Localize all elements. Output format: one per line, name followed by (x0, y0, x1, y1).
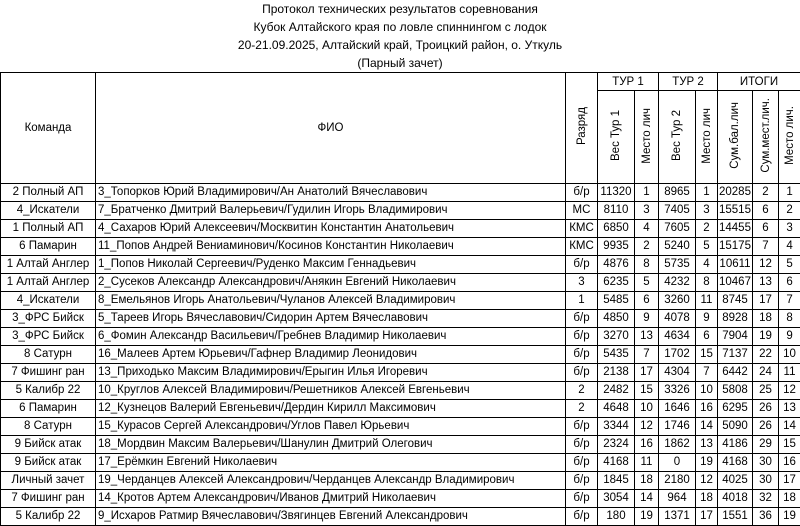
cell-place1: 18 (635, 472, 659, 490)
cell-fio: 16_Малеев Артем Юрьевич/Гафнер Владимир Леонидович (96, 346, 566, 364)
cell-sum-places: 2 (753, 184, 779, 202)
cell-place1: 6 (635, 292, 659, 310)
cell-place-final: 18 (779, 490, 800, 508)
cell-place-final: 4 (779, 238, 800, 256)
cell-place1: 12 (635, 418, 659, 436)
table-row (1, 328, 800, 346)
cell-fio: 4_Сахаров Юрий Алексеевич/Москвитин Константин Анатольевич (96, 220, 566, 238)
header-place2: Место лич (696, 91, 718, 184)
results-body (1, 184, 800, 526)
cell-weight1: 5485 (598, 292, 635, 310)
cell-sum-places: 32 (753, 490, 779, 508)
cell-team: 9 Бийск атак (1, 436, 96, 454)
cell-rank: МС (566, 202, 598, 220)
cell-sum-points: 15175 (718, 238, 753, 256)
table-row (1, 508, 800, 526)
cell-sum-places: 25 (753, 382, 779, 400)
cell-weight2: 3326 (659, 382, 696, 400)
cell-rank: 1 (566, 292, 598, 310)
header-team: Команда (1, 73, 96, 184)
cell-team: 3_ФРС Бийск (1, 310, 96, 328)
cell-weight2: 4078 (659, 310, 696, 328)
cell-weight1: 3344 (598, 418, 635, 436)
cell-weight1: 2482 (598, 382, 635, 400)
cell-place1: 11 (635, 454, 659, 472)
cell-rank: б/р (566, 454, 598, 472)
cell-place2: 15 (696, 346, 718, 364)
cell-fio: 3_Топорков Юрий Владимирович/Ан Анатолий Вячеславович (96, 184, 566, 202)
cell-place2: 14 (696, 418, 718, 436)
header-rank: Разряд (566, 73, 598, 184)
cell-rank: б/р (566, 346, 598, 364)
cell-team: Личный зачет (1, 472, 96, 490)
cell-team: 2 Полный АП (1, 184, 96, 202)
cell-weight1: 4876 (598, 256, 635, 274)
cell-team: 3_ФРС Бийск (1, 328, 96, 346)
cell-fio: 9_Исхаров Ратмир Вячеславович/Звягинцев Евгений Александрович (96, 508, 566, 526)
table-row (1, 436, 800, 454)
cell-weight2: 2180 (659, 472, 696, 490)
cell-fio: 11_Попов Андрей Вениаминович/Косинов Константин Николаевич (96, 238, 566, 256)
table-row (1, 382, 800, 400)
cell-fio: 7_Братченко Дмитрий Валерьевич/Гудилин Игорь Владимирович (96, 202, 566, 220)
table-row (1, 364, 800, 382)
cell-sum-places: 26 (753, 400, 779, 418)
cell-fio: 18_Мордвин Максим Валерьевич/Шанулин Дмитрий Олегович (96, 436, 566, 454)
cell-team: 9 Бийск атак (1, 454, 96, 472)
cell-sum-points: 7137 (718, 346, 753, 364)
cell-place2: 3 (696, 202, 718, 220)
cell-place2: 18 (696, 490, 718, 508)
cell-weight2: 5240 (659, 238, 696, 256)
cell-rank: б/р (566, 436, 598, 454)
cell-place1: 17 (635, 364, 659, 382)
cell-place-final: 6 (779, 274, 800, 292)
cell-rank: КМС (566, 238, 598, 256)
header-fio: ФИО (96, 73, 566, 184)
cell-team: 1 Алтай Англер (1, 274, 96, 292)
cell-rank: КМС (566, 220, 598, 238)
cell-place1: 1 (635, 184, 659, 202)
cell-weight2: 1702 (659, 346, 696, 364)
cell-place1: 5 (635, 274, 659, 292)
cell-weight2: 4634 (659, 328, 696, 346)
cell-place2: 8 (696, 274, 718, 292)
cell-sum-places: 29 (753, 436, 779, 454)
protocol-title: Протокол технических результатов соревнования (262, 2, 538, 16)
cell-rank: 2 (566, 400, 598, 418)
table-row (1, 184, 800, 202)
cell-team: 6 Памарин (1, 400, 96, 418)
cell-weight2: 3260 (659, 292, 696, 310)
cell-place2: 4 (696, 256, 718, 274)
cell-fio: 8_Емельянов Игорь Анатольевич/Чуланов Алексей Владимирович (96, 292, 566, 310)
cell-weight1: 1845 (598, 472, 635, 490)
cell-weight2: 1746 (659, 418, 696, 436)
cell-place2: 11 (696, 292, 718, 310)
cell-place-final: 3 (779, 220, 800, 238)
cell-weight2: 8965 (659, 184, 696, 202)
cell-sum-places: 13 (753, 274, 779, 292)
cell-sum-places: 12 (753, 256, 779, 274)
cell-rank: б/р (566, 364, 598, 382)
cell-fio: 17_Ерёмкин Евгений Николаевич (96, 454, 566, 472)
cell-weight2: 4232 (659, 274, 696, 292)
cell-team: 4_Искатели (1, 292, 96, 310)
cell-place-final: 5 (779, 256, 800, 274)
cell-sum-places: 24 (753, 364, 779, 382)
cell-place-final: 9 (779, 328, 800, 346)
cell-weight2: 1371 (659, 508, 696, 526)
cell-place2: 9 (696, 310, 718, 328)
cell-place2: 17 (696, 508, 718, 526)
cell-place2: 10 (696, 382, 718, 400)
cell-sum-points: 4186 (718, 436, 753, 454)
cell-sum-places: 19 (753, 328, 779, 346)
cell-place-final: 12 (779, 382, 800, 400)
cell-place1: 10 (635, 400, 659, 418)
cell-fio: 14_Кротов Артем Александрович/Иванов Дмитрий Николаевич (96, 490, 566, 508)
cell-place2: 7 (696, 364, 718, 382)
cell-place1: 14 (635, 490, 659, 508)
cell-weight1: 5435 (598, 346, 635, 364)
cell-place-final: 14 (779, 418, 800, 436)
cell-weight1: 8110 (598, 202, 635, 220)
cell-rank: б/р (566, 418, 598, 436)
header-sum-points: Сум.бал.лич (718, 91, 753, 184)
cell-place-final: 10 (779, 346, 800, 364)
standings-type: (Парный зачет) (357, 56, 443, 70)
cell-weight1: 3270 (598, 328, 635, 346)
cell-sum-places: 6 (753, 202, 779, 220)
header-totals: ИТОГИ (718, 73, 800, 91)
cell-sum-places: 6 (753, 220, 779, 238)
cell-place-final: 13 (779, 400, 800, 418)
cell-team: 5 Калибр 22 (1, 382, 96, 400)
cell-place-final: 17 (779, 472, 800, 490)
table-row (1, 310, 800, 328)
cell-rank: б/р (566, 310, 598, 328)
date-location: 20-21.09.2025, Алтайский край, Троицкий район, о. Уткуль (237, 38, 563, 52)
cell-sum-points: 4018 (718, 490, 753, 508)
cell-place1: 13 (635, 328, 659, 346)
cell-sum-places: 7 (753, 238, 779, 256)
cell-place-final: 19 (779, 508, 800, 526)
cell-sum-places: 26 (753, 418, 779, 436)
table-row (1, 292, 800, 310)
cell-weight1: 11320 (598, 184, 635, 202)
cell-fio: 13_Приходько Максим Владимирович/Ерыгин Илья Игоревич (96, 364, 566, 382)
cell-rank: б/р (566, 490, 598, 508)
cell-place1: 16 (635, 436, 659, 454)
cell-fio: 12_Кузнецов Валерий Евгеньевич/Дердин Кирилл Максимович (96, 400, 566, 418)
cell-team: 8 Сатурн (1, 346, 96, 364)
cell-place2: 1 (696, 184, 718, 202)
cell-sum-points: 10467 (718, 274, 753, 292)
cell-fio: 15_Курасов Сергей Александрович/Углов Павел Юрьевич (96, 418, 566, 436)
cell-sum-places: 30 (753, 472, 779, 490)
table-row (1, 490, 800, 508)
header-place-final: Место лич. (779, 91, 800, 184)
cell-rank: б/р (566, 256, 598, 274)
header-weight1: Вес Тур 1 (598, 91, 635, 184)
table-row (1, 220, 800, 238)
cell-place1: 19 (635, 508, 659, 526)
cell-team: 4_Искатели (1, 202, 96, 220)
cell-weight1: 2138 (598, 364, 635, 382)
results-table (0, 72, 800, 526)
cell-fio: 5_Тареев Игорь Вячеславович/Сидорин Артем Вячеславович (96, 310, 566, 328)
cell-rank: б/р (566, 472, 598, 490)
cell-sum-points: 6295 (718, 400, 753, 418)
table-row (1, 274, 800, 292)
header-tour2: ТУР 2 (659, 73, 718, 91)
cell-sum-points: 10611 (718, 256, 753, 274)
cell-rank: б/р (566, 184, 598, 202)
cell-place2: 5 (696, 238, 718, 256)
cell-fio: 19_Черданцев Алексей Александрович/Черданцев Александр Владимирович (96, 472, 566, 490)
cell-rank: б/р (566, 508, 598, 526)
cell-team: 7 Фишинг ран (1, 364, 96, 382)
cell-sum-places: 17 (753, 292, 779, 310)
table-row (1, 472, 800, 490)
cell-sum-places: 30 (753, 454, 779, 472)
cell-place-final: 2 (779, 202, 800, 220)
cell-place-final: 7 (779, 292, 800, 310)
cell-weight2: 7405 (659, 202, 696, 220)
cell-rank: 2 (566, 382, 598, 400)
cell-team: 6 Памарин (1, 238, 96, 256)
cell-team: 7 Фишинг ран (1, 490, 96, 508)
header-weight2: Вес Тур 2 (659, 91, 696, 184)
table-row (1, 202, 800, 220)
cell-sum-points: 1551 (718, 508, 753, 526)
cell-place1: 15 (635, 382, 659, 400)
table-row (1, 454, 800, 472)
table-row (1, 238, 800, 256)
header-place1: Место лич (635, 91, 659, 184)
cell-weight1: 6850 (598, 220, 635, 238)
cell-place1: 9 (635, 310, 659, 328)
cell-weight2: 1646 (659, 400, 696, 418)
cell-sum-points: 4025 (718, 472, 753, 490)
table-row (1, 256, 800, 274)
cell-fio: 1_Попов Николай Сергеевич/Руденко Максим Геннадьевич (96, 256, 566, 274)
cell-place1: 7 (635, 346, 659, 364)
competition-title: Кубок Алтайского края по ловле спиннингом с лодок (253, 20, 547, 34)
cell-sum-points: 7904 (718, 328, 753, 346)
cell-place1: 4 (635, 220, 659, 238)
cell-weight2: 4304 (659, 364, 696, 382)
cell-place2: 19 (696, 454, 718, 472)
cell-weight1: 4850 (598, 310, 635, 328)
cell-place1: 8 (635, 256, 659, 274)
cell-sum-places: 22 (753, 346, 779, 364)
cell-sum-points: 15515 (718, 202, 753, 220)
cell-sum-points: 6442 (718, 364, 753, 382)
table-row (1, 400, 800, 418)
cell-rank: б/р (566, 328, 598, 346)
cell-weight2: 1862 (659, 436, 696, 454)
cell-place-final: 11 (779, 364, 800, 382)
cell-sum-points: 14455 (718, 220, 753, 238)
cell-team: 8 Сатурн (1, 418, 96, 436)
header-sum-places: Сум.мест.лич. (753, 91, 779, 184)
cell-weight1: 2324 (598, 436, 635, 454)
cell-weight2: 7605 (659, 220, 696, 238)
cell-place2: 6 (696, 328, 718, 346)
cell-place2: 2 (696, 220, 718, 238)
cell-place2: 13 (696, 436, 718, 454)
cell-sum-points: 5808 (718, 382, 753, 400)
header-tour1: ТУР 1 (598, 73, 659, 91)
cell-sum-points: 8928 (718, 310, 753, 328)
cell-weight1: 4648 (598, 400, 635, 418)
cell-fio: 10_Круглов Алексей Владимирович/Решетников Алексей Евгеньевич (96, 382, 566, 400)
cell-team: 1 Полный АП (1, 220, 96, 238)
cell-fio: 2_Сусеков Александр Александрович/Анякин Евгений Николаевич (96, 274, 566, 292)
cell-sum-points: 5090 (718, 418, 753, 436)
cell-sum-points: 4168 (718, 454, 753, 472)
cell-place1: 2 (635, 238, 659, 256)
cell-weight1: 180 (598, 508, 635, 526)
cell-rank: 3 (566, 274, 598, 292)
cell-sum-places: 36 (753, 508, 779, 526)
table-row (1, 418, 800, 436)
cell-fio: 6_Фомин Александр Васильевич/Гребнев Владимир Николаевич (96, 328, 566, 346)
cell-weight2: 964 (659, 490, 696, 508)
cell-weight2: 5735 (659, 256, 696, 274)
cell-place-final: 1 (779, 184, 800, 202)
cell-place-final: 8 (779, 310, 800, 328)
table-row (1, 346, 800, 364)
cell-place-final: 16 (779, 454, 800, 472)
cell-sum-places: 18 (753, 310, 779, 328)
cell-place2: 12 (696, 472, 718, 490)
cell-place1: 3 (635, 202, 659, 220)
cell-weight1: 3054 (598, 490, 635, 508)
cell-weight2: 0 (659, 454, 696, 472)
cell-team: 5 Калибр 22 (1, 508, 96, 526)
cell-sum-points: 8745 (718, 292, 753, 310)
cell-weight1: 9935 (598, 238, 635, 256)
cell-place2: 16 (696, 400, 718, 418)
cell-sum-points: 20285 (718, 184, 753, 202)
cell-weight1: 4168 (598, 454, 635, 472)
cell-place-final: 15 (779, 436, 800, 454)
cell-team: 1 Алтай Англер (1, 256, 96, 274)
cell-weight1: 6235 (598, 274, 635, 292)
